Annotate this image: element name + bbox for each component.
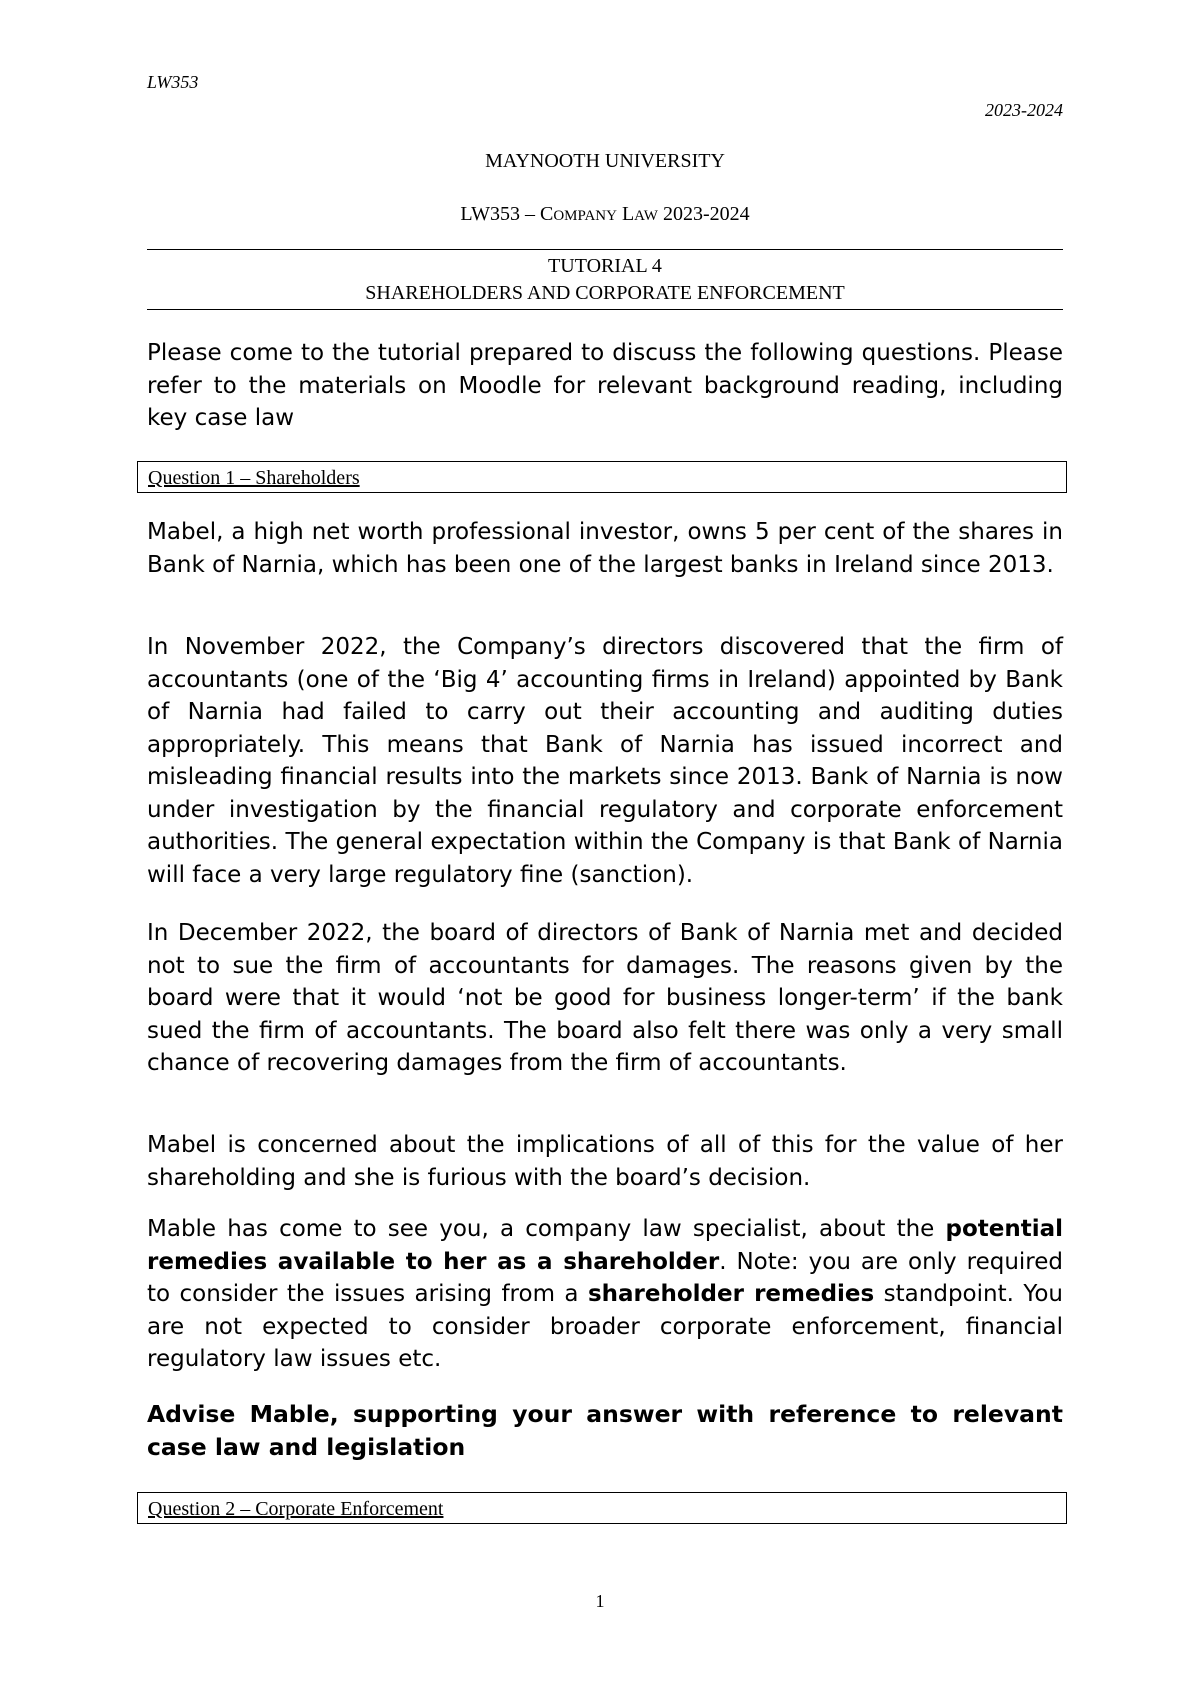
question-2-box bbox=[137, 1492, 1067, 1524]
p5-text-e: standpoint. You are not expected to consider broader corporate enforcement, financial regulatory law issues etc. bbox=[147, 1281, 1063, 1372]
course-title-prefix: LW353 – bbox=[460, 203, 540, 225]
p5-text-a: Mable has come to see you, a company law specialist, about the bbox=[147, 1216, 946, 1242]
question-1-heading: Question 1 – Shareholders bbox=[148, 467, 360, 489]
tutorial-subtitle: SHAREHOLDERS AND CORPORATE ENFORCEMENT bbox=[365, 282, 845, 304]
question-1-paragraph-3: In December 2022, the board of directors of Bank of Narnia met and decided not to sue the firm of accountants for damages. The reasons given by the board were that it would ‘not be good for business longer-term’ if the bank sued the firm of accountants. The board also felt there was only a very small chance of recovering damages from the firm of accountants. bbox=[147, 920, 1063, 1076]
page-number: 1 bbox=[595, 1591, 605, 1611]
header-course-code: LW353 bbox=[147, 72, 199, 92]
question-2-heading: Question 2 – Corporate Enforcement bbox=[148, 1498, 444, 1520]
question-1-paragraph-1: Mabel, a high net worth professional investor, owns 5 per cent of the shares in Bank of Narnia, which has been one of the largest banks in Ireland since 2013. bbox=[147, 519, 1063, 578]
tutorial-title: TUTORIAL 4 bbox=[548, 255, 662, 277]
p5-text-c: . Note: you are only required to consider the issues arising from a bbox=[147, 1248, 1063, 1307]
university-name: MAYNOOTH UNIVERSITY bbox=[485, 150, 725, 172]
intro-paragraph: Please come to the tutorial prepared to discuss the following questions. Please refer to the materials on Moodle for relevant background reading, including key case law bbox=[147, 340, 1063, 431]
p5-bold-remedies: potential remedies available to her as a shareholder bbox=[147, 1216, 1063, 1275]
course-title-aw: AW bbox=[634, 208, 658, 224]
title-rule-bottom bbox=[147, 309, 1063, 310]
course-title-suffix: 2023-2024 bbox=[657, 203, 750, 225]
course-title-ompany: OMPANY bbox=[553, 208, 617, 224]
title-rule-top bbox=[147, 249, 1063, 250]
question-1-box bbox=[137, 461, 1067, 493]
course-title-c: C bbox=[539, 203, 554, 225]
header-year: 2023-2024 bbox=[985, 100, 1063, 120]
course-title bbox=[147, 203, 1063, 226]
course-title-l: L bbox=[616, 203, 635, 225]
question-1-paragraph-5 bbox=[147, 1213, 1063, 1376]
question-1-paragraph-4: Mabel is concerned about the implications of all of this for the value of her shareholding and she is furious with the board’s decision. bbox=[147, 1132, 1063, 1191]
question-1-advise: Advise Mable, supporting your answer with reference to relevant case law and legislation bbox=[147, 1400, 1063, 1461]
p5-bold-shareholder-remedies: shareholder remedies bbox=[587, 1281, 875, 1307]
question-1-paragraph-2: In November 2022, the Company’s directors discovered that the firm of accountants (one of the ‘Big 4’ accounting firms in Ireland) appointed by Bank of Narnia had failed to carry out their accounting and auditing duties appropriately. This means that Bank of Narnia has issued incorrect and misleading financial results into the markets since 2013. Bank of Narnia is now under investigation by the financial regulatory and corporate enforcement authorities. The general expectation within the Company is that Bank of Narnia will face a very large regulatory fine (sanction). bbox=[147, 634, 1063, 888]
